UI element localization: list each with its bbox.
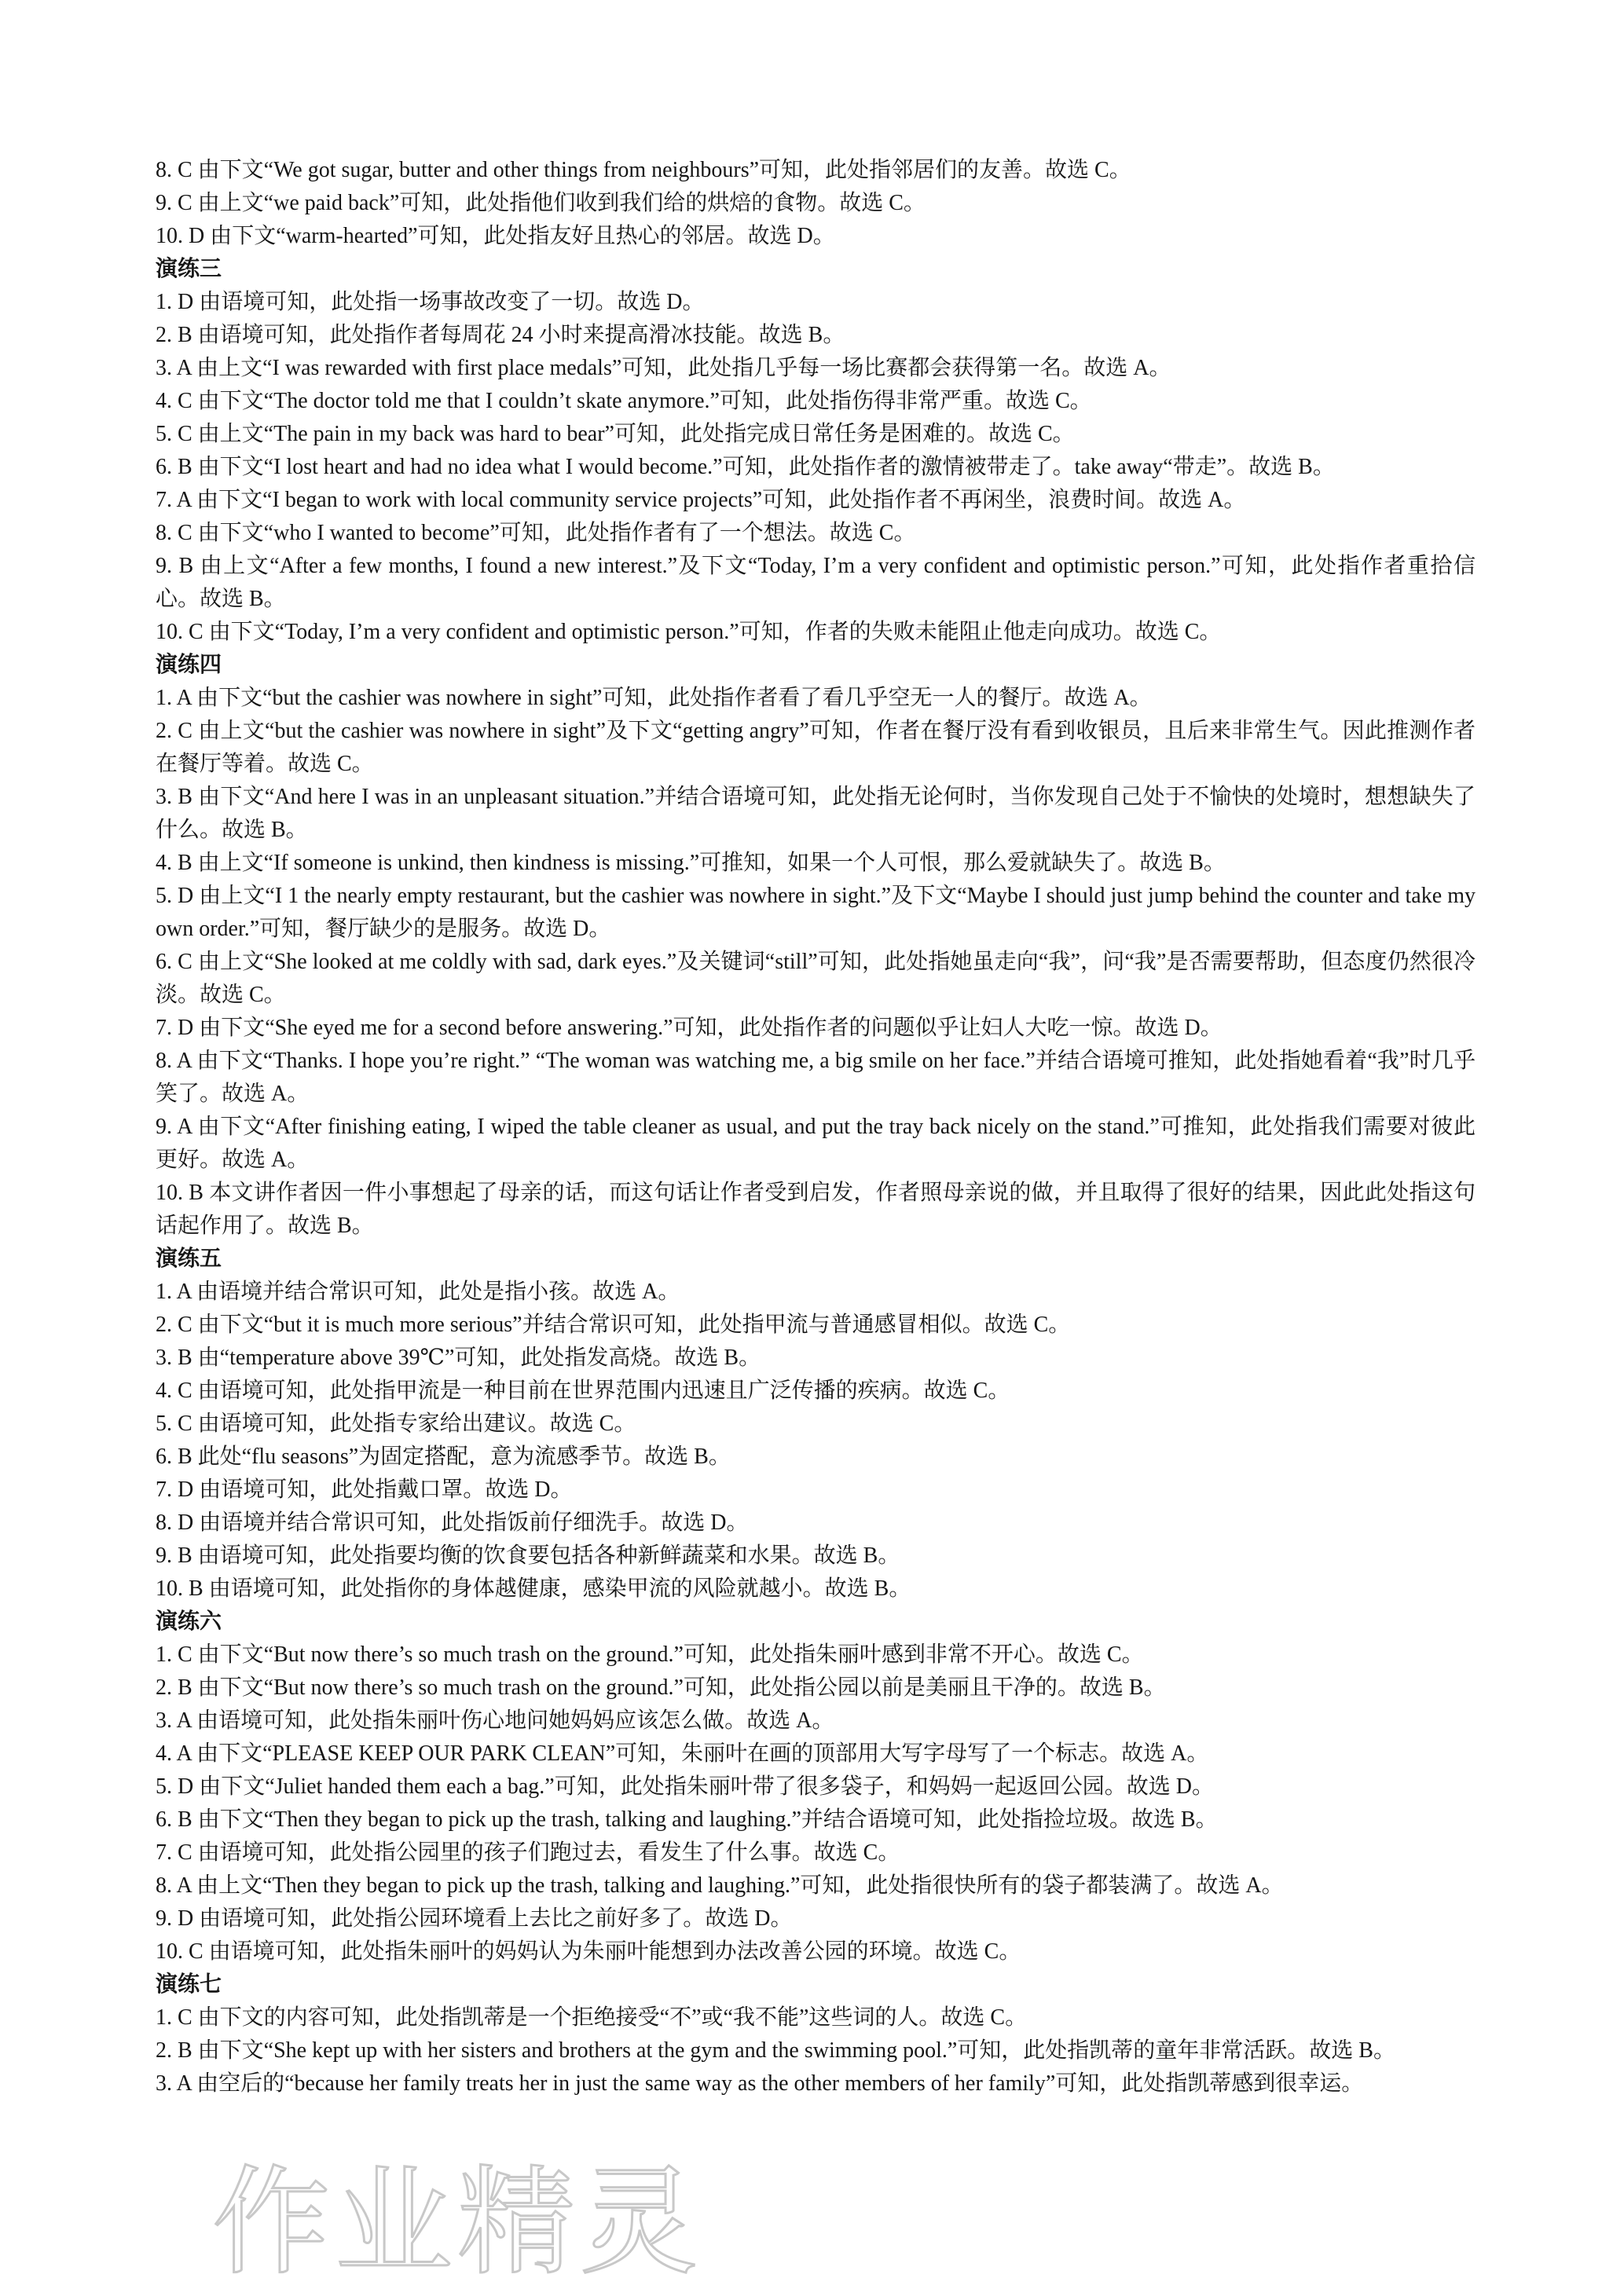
answer-line: 10. C 由下文“Today, I’m a very confident and optimistic person.”可知，作者的失败未能阻止他走向成功。故选 C。 xyxy=(156,620,1222,644)
answer-line: 1. D 由语境可知，此处指一场事故改变了一切。故选 D。 xyxy=(156,290,705,314)
answer-line: 8. A 由上文“Then they began to pick up the trash, talking and laughing.”可知，此处指很快所有的袋子都装满了。故选 A。 xyxy=(156,1873,1284,1898)
answer-line: 1. A 由下文“but the cashier was nowhere in sight”可知，此处指作者看了看几乎空无一人的餐厅。故选 A。 xyxy=(156,686,1152,710)
answer-line: 7. D 由下文“She eyed me for a second before answering.”可知，此处指作者的问题似乎让妇人大吃一惊。故选 D。 xyxy=(156,1016,1223,1040)
answer-line: 4. C 由语境可知，此处指甲流是一种目前在世界范围内迅速且广泛传播的疾病。故选 C。 xyxy=(156,1379,1010,1403)
answer-line: 6. B 由下文“Then they began to pick up the trash, talking and laughing.”并结合语境可知，此处指捡垃圾。故选 B。 xyxy=(156,1807,1218,1832)
answer-line: 3. A 由空后的“because her family treats her in just the same way as the other members of her family”可知，此处指凯蒂感到很幸运。 xyxy=(156,2071,1364,2096)
answer-line: 5. C 由上文“The pain in my back was hard to bear”可知，此处指完成日常任务是困难的。故选 C。 xyxy=(156,422,1075,446)
section-heading: 演练六 xyxy=(156,1609,222,1634)
answer-line: 3. A 由上文“I was rewarded with first place medals”可知，此处指几乎每一场比赛都会获得第一名。故选 A。 xyxy=(156,356,1171,380)
answer-explanations xyxy=(156,154,1476,2100)
section-heading: 演练五 xyxy=(156,1247,222,1271)
answer-line: 10. B 本文讲作者因一件小事想起了母亲的话，而这句话让作者受到启发，作者照母亲说的做，并且取得了很好的结果，因此此处指这句话起作用了。故选 B。 xyxy=(156,1181,1476,1238)
answer-line: 9. D 由语境可知，此处指公园环境看上去比之前好多了。故选 D。 xyxy=(156,1906,793,1931)
answer-line: 8. C 由下文“We got sugar, butter and other things from neighbours”可知，此处指邻居们的友善。故选 C。 xyxy=(156,158,1131,182)
answer-line: 2. B 由下文“She kept up with her sisters and brothers at the gym and the swimming pool.”可知，此处指凯蒂的童年非常活跃。故选 B。 xyxy=(156,2038,1395,2063)
answer-line: 8. A 由下文“Thanks. I hope you’re right.” “The woman was watching me, a big smile on her face.”并结合语境可推知，此处指她看着“我”时几乎笑了。故选 A。 xyxy=(156,1049,1476,1106)
answer-line: 6. C 由上文“She looked at me coldly with sad, dark eyes.”及关键词“still”可知，此处指她虽走向“我”，问“我”是否需要帮助，但态度仍然很冷淡。故选 C。 xyxy=(156,950,1476,1007)
answer-line: 3. A 由语境可知，此处指朱丽叶伤心地问她妈妈应该怎么做。故选 A。 xyxy=(156,1708,834,1733)
answer-line: 1. A 由语境并结合常识可知，此处是指小孩。故选 A。 xyxy=(156,1280,680,1304)
answer-line: 6. B 此处“flu seasons”为固定搭配，意为流感季节。故选 B。 xyxy=(156,1445,731,1469)
answer-line: 8. D 由语境并结合常识可知，此处指饭前仔细洗手。故选 D。 xyxy=(156,1511,749,1535)
answer-line: 9. B 由语境可知，此处指要均衡的饮食要包括各种新鲜蔬菜和水果。故选 B。 xyxy=(156,1543,900,1568)
answer-line: 6. B 由下文“I lost heart and had no idea what I would become.”可知，此处指作者的激情被带走了。take away“带走”。故选 B。 xyxy=(156,455,1335,479)
answer-line: 7. C 由语境可知，此处指公园里的孩子们跑过去，看发生了什么事。故选 C。 xyxy=(156,1840,900,1865)
answer-line: 3. B 由下文“And here I was in an unpleasant situation.”并结合语境可知，此处指无论何时，当你发现自己处于不愉快的处境时，想想缺失了什么。故选 B。 xyxy=(156,785,1476,842)
answer-line: 1. C 由下文“But now there’s so much trash on the ground.”可知，此处指朱丽叶感到非常不开心。故选 C。 xyxy=(156,1642,1144,1667)
answer-line: 2. C 由上文“but the cashier was nowhere in sight”及下文“getting angry”可知，作者在餐厅没有看到收银员，且后来非常生气。因此推测作者在餐厅等着。故选 C。 xyxy=(156,719,1476,776)
answer-line: 5. D 由下文“Juliet handed them each a bag.”可知，此处指朱丽叶带了很多袋子，和妈妈一起返回公园。故选 D。 xyxy=(156,1774,1214,1799)
answer-line: 7. D 由语境可知，此处指戴口罩。故选 D。 xyxy=(156,1478,573,1502)
answer-line: 2. B 由下文“But now there’s so much trash on the ground.”可知，此处指公园以前是美丽且干净的。故选 B。 xyxy=(156,1675,1166,1700)
answer-line: 4. C 由下文“The doctor told me that I couldn’t skate anymore.”可知，此处指伤得非常严重。故选 C。 xyxy=(156,389,1092,413)
answer-line: 9. B 由上文“After a few months, I found a new interest.”及下文“Today, I’m a very confident and optimistic person.”可知，此处指作者重拾信心。故选 B。 xyxy=(156,554,1476,611)
answer-line: 5. C 由语境可知，此处指专家给出建议。故选 C。 xyxy=(156,1412,636,1436)
answer-line: 9. C 由上文“we paid back”可知，此处指他们收到我们给的烘焙的食物。故选 C。 xyxy=(156,191,926,215)
answer-line: 9. A 由下文“After finishing eating, I wiped the table cleaner as usual, and put the tray back nicely on the stand.”可推知，此处指我们需要对彼此更好。故选 A。 xyxy=(156,1115,1476,1172)
answer-line: 8. C 由下文“who I wanted to become”可知，此处指作者有了一个想法。故选 C。 xyxy=(156,521,916,545)
answer-line: 4. B 由上文“If someone is unkind, then kindness is missing.”可推知，如果一个人可恨，那么爱就缺失了。故选 B。 xyxy=(156,851,1226,875)
section-heading: 演练三 xyxy=(156,257,222,281)
answer-line: 2. B 由语境可知，此处指作者每周花 24 小时来提高滑冰技能。故选 B。 xyxy=(156,323,845,347)
answer-line: 10. C 由语境可知，此处指朱丽叶的妈妈认为朱丽叶能想到办法改善公园的环境。故选 C。 xyxy=(156,1939,1021,1964)
watermark-logo: 作业精灵 xyxy=(212,2155,703,2291)
answer-line: 7. A 由下文“I began to work with local community service projects”可知，此处指作者不再闲坐，浪费时间。故选 A。 xyxy=(156,488,1246,512)
answer-line: 5. D 由上文“I 1 the nearly empty restaurant, but the cashier was nowhere in sight.”及下文“Maybe I should just jump behind the counter and take my own order.”可知，餐厅缺少的是服务。故选 D。 xyxy=(156,884,1476,941)
answer-line: 1. C 由下文的内容可知，此处指凯蒂是一个拒绝接受“不”或“我不能”这些词的人。故选 C。 xyxy=(156,2005,1028,2030)
section-heading: 演练四 xyxy=(156,653,222,677)
answer-line: 4. A 由下文“PLEASE KEEP OUR PARK CLEAN”可知，朱丽叶在画的顶部用大写字母写了一个标志。故选 A。 xyxy=(156,1741,1209,1766)
answer-line: 2. C 由下文“but it is much more serious”并结合常识可知，此处指甲流与普通感冒相似。故选 C。 xyxy=(156,1313,1071,1337)
answer-line: 10. D 由下文“warm-hearted”可知，此处指友好且热心的邻居。故选 D。 xyxy=(156,224,835,248)
section-heading: 演练七 xyxy=(156,1972,222,1997)
answer-line: 10. B 由语境可知，此处指你的身体越健康，感染甲流的风险就越小。故选 B。 xyxy=(156,1576,911,1601)
answer-line: 3. B 由“temperature above 39℃”可知，此处指发高烧。故选 B。 xyxy=(156,1346,761,1370)
